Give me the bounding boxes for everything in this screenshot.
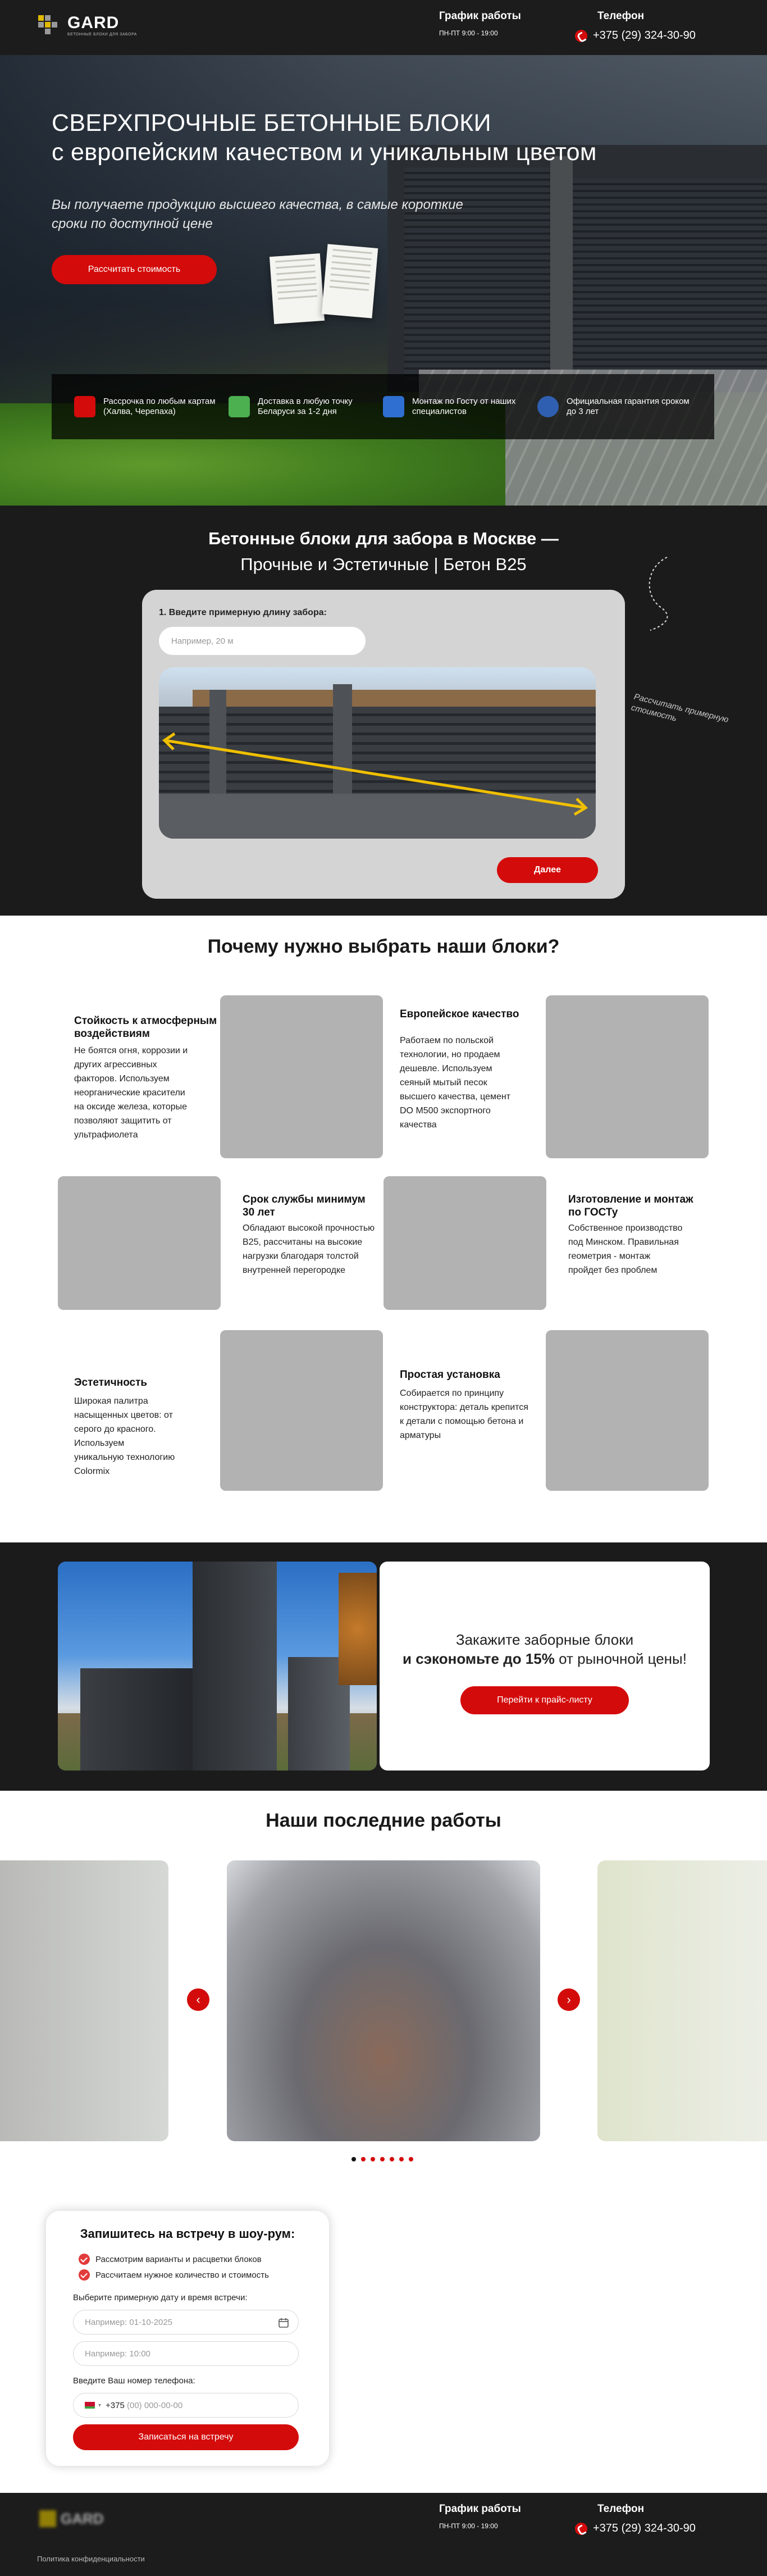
phone-placeholder: (00) 000-00-00 — [127, 2400, 183, 2410]
card-text: Собственное производство под Минском. Правильная геометрия - монтаж пройдет без проблем — [568, 1223, 683, 1275]
site-footer — [0, 2493, 767, 2576]
feature-delivery — [229, 396, 383, 417]
fence-photo-slats-2 — [573, 179, 767, 370]
feature-installments — [74, 396, 229, 417]
date-input[interactable] — [73, 2310, 299, 2334]
why-title: Почему нужно выбрать наши блоки? — [207, 936, 560, 957]
footer-phone-title: Телефон — [597, 2503, 645, 2515]
footer-schedule-hours: ПН-ПТ 9:00 - 19:00 — [439, 2522, 498, 2530]
phone-icon — [575, 30, 587, 42]
phone-code: +375 — [106, 2400, 125, 2410]
logo-subtitle: БЕТОННЫЕ БЛОКИ ДЛЯ ЗАБОРА — [67, 33, 137, 37]
works-title: Наши последние работы — [266, 1810, 501, 1831]
footer-schedule-title: График работы — [439, 2503, 521, 2515]
certificate-image-2 — [322, 244, 378, 318]
cta-section — [0, 1542, 767, 1791]
feature-text: Доставка в любую точку Беларуси за 1-2 дня — [258, 397, 353, 416]
check-icon — [79, 2269, 90, 2281]
header-schedule — [439, 10, 521, 37]
map-icon — [229, 396, 250, 417]
hero-title-line2: с европейским качеством и уникальным цветом — [52, 139, 597, 166]
phone-icon — [575, 2523, 587, 2535]
calculator-card — [142, 590, 625, 899]
feature-warranty — [537, 396, 692, 417]
card-text: Обладают высокой прочностью B25, рассчитаны на высокие нагрузки благодаря толстой внутренней перегородке — [243, 1223, 375, 1275]
calculator-title-light: Прочные и Эстетичные | Бетон B25 — [240, 554, 527, 574]
phone-title: Телефон — [597, 10, 645, 22]
slider-dot[interactable] — [361, 2157, 366, 2161]
site-header — [0, 0, 767, 55]
schedule-title: График работы — [439, 10, 521, 22]
cta-line2-rest: от рыночной цены! — [554, 1650, 687, 1667]
side-note: Рассчитать примерную стоимость — [630, 691, 730, 725]
feature-text: Рассрочка по любым картам (Халва, Черепаха) — [103, 397, 216, 416]
cta-discount: и сэкономьте до 15% — [403, 1650, 555, 1667]
length-input[interactable]: Например, 20 м — [159, 627, 366, 655]
header-phone — [575, 10, 696, 42]
card-image — [383, 1176, 546, 1310]
card-title: Стойкость к атмосферным воздействиям — [74, 1015, 217, 1040]
card-image — [220, 1330, 383, 1491]
cta-line1: Закажите заборные блоки — [455, 1631, 634, 1648]
footer-logo-mark-icon — [39, 2510, 56, 2527]
check-icon — [79, 2254, 90, 2265]
calendar-icon[interactable] — [278, 2317, 289, 2328]
card-title: Срок службы минимум 30 лет — [243, 1194, 366, 1218]
card-title: Европейское качество — [400, 1008, 519, 1020]
slider-next-button[interactable]: › — [558, 1988, 580, 2011]
features-bar — [52, 374, 714, 439]
fence-photo-pillar — [550, 156, 573, 392]
next-button[interactable]: Далее — [497, 857, 598, 883]
footer-phone — [575, 2503, 696, 2535]
phone-link[interactable]: +375 (29) 324-30-90 — [593, 29, 696, 42]
calculate-cost-button[interactable]: Рассчитать стоимость — [52, 255, 217, 284]
bricks-icon — [383, 396, 404, 417]
card-icon — [74, 396, 95, 417]
card-image — [58, 1176, 221, 1310]
badge-icon — [537, 396, 559, 417]
slider-prev-button[interactable]: ‹ — [187, 1988, 209, 2011]
flag-icon[interactable] — [85, 2402, 95, 2409]
book-meeting-button[interactable]: Записаться на встречу — [73, 2424, 299, 2450]
slider-dot[interactable] — [399, 2157, 404, 2161]
logo-text: GARD — [67, 13, 120, 32]
meeting-title: Запишитесь на встречу в шоу-рум: — [80, 2227, 295, 2241]
calculator-section — [0, 506, 767, 916]
logo[interactable] — [38, 15, 137, 37]
card-image — [220, 995, 383, 1158]
card-text: Не боятся огня, коррозии и других агрессивных факторов. Используем неорганические красители на оксиде железа, которые позволяют защитить от ультрафиолета — [74, 1046, 188, 1140]
hero-section — [0, 55, 767, 506]
meeting-bullet — [79, 2269, 269, 2281]
certificate-image — [270, 253, 325, 324]
phone-input[interactable] — [73, 2393, 299, 2418]
card-text: Широкая палитра насыщенных цветов: от серого до красного. Используем уникальную технологию Colormix — [74, 1396, 175, 1476]
slider-dot[interactable] — [390, 2157, 394, 2161]
meeting-form — [46, 2211, 329, 2466]
slider-dot[interactable] — [371, 2157, 375, 2161]
slider-dot[interactable] — [409, 2157, 413, 2161]
card-text: Собирается по принципу конструктора: деталь крепится к детали с помощью бетона и арматуры — [400, 1389, 528, 1440]
footer-logo[interactable] — [39, 2509, 129, 2529]
work-slide-active[interactable] — [227, 1860, 540, 2141]
meeting-section — [0, 2218, 767, 2493]
calculator-title-bold: Бетонные блоки для забора в Москве — — [208, 529, 559, 548]
slider-dot[interactable] — [380, 2157, 385, 2161]
fence-illustration — [159, 667, 596, 839]
curved-arrow-icon — [628, 552, 729, 636]
bullet-text: Рассмотрим варианты и расцветки блоков — [95, 2254, 262, 2264]
hero-subtitle: Вы получаете продукцию высшего качества, в самые короткие сроки по доступной цене — [52, 197, 463, 231]
cta-box — [380, 1562, 710, 1771]
schedule-hours: ПН-ПТ 9:00 - 19:00 — [439, 29, 498, 37]
date-placeholder: Например: 01-10-2025 — [85, 2317, 173, 2327]
length-arrow-icon — [159, 667, 596, 839]
card-image — [546, 995, 709, 1158]
card-title: Простая установка — [400, 1369, 500, 1381]
cta-line2 — [380, 1650, 710, 1668]
bullet-text: Рассчитаем нужное количество и стоимость — [95, 2270, 269, 2280]
feature-text: Официальная гарантия сроком до 3 лет — [567, 397, 690, 416]
hero-title — [52, 108, 597, 167]
work-slide-prev[interactable] — [0, 1860, 168, 2141]
footer-logo-text: GARD — [61, 2510, 104, 2527]
date-label: Выберите примерную дату и время встречи: — [73, 2293, 248, 2302]
work-slide-next[interactable] — [597, 1860, 767, 2141]
feature-install — [383, 396, 537, 417]
meeting-bullet — [79, 2254, 262, 2265]
slider-dots — [351, 2157, 413, 2161]
price-list-button[interactable]: Перейти к прайс-листу — [460, 1686, 629, 1714]
footer-schedule — [439, 2503, 521, 2530]
step-label: 1. Введите примерную длину забора: — [159, 608, 327, 617]
card-title: Изготовление и монтаж по ГОСТу — [568, 1194, 693, 1218]
card-title: Эстетичность — [74, 1377, 148, 1389]
time-input[interactable]: Например: 10:00 — [73, 2341, 299, 2366]
works-section — [0, 1791, 767, 2218]
chevron-down-icon[interactable]: ▾ — [98, 2402, 102, 2409]
blocks-photo — [58, 1562, 377, 1771]
footer-phone-link[interactable]: +375 (29) 324-30-90 — [593, 2522, 696, 2534]
hero-title-line1: СВЕРХПРОЧНЫЕ БЕТОННЫЕ БЛОКИ — [52, 110, 491, 136]
logo-mark-icon — [38, 15, 62, 37]
block-stack — [80, 1668, 193, 1771]
feature-text: Монтаж по Госту от наших специалистов — [412, 397, 516, 416]
privacy-link[interactable]: Политика конфиденциальности — [37, 2555, 145, 2563]
why-section — [0, 916, 767, 1542]
card-text: Работаем по польской технологии, но продаем дешевле. Используем сеяный мытый песок высшего качества, цемент DO M500 экспортного качества — [400, 1036, 511, 1130]
slider-dot[interactable] — [351, 2157, 356, 2161]
block-column — [193, 1562, 277, 1771]
tree-photo — [339, 1573, 377, 1685]
card-image — [546, 1330, 709, 1491]
phone-label: Введите Ваш номер телефона: — [73, 2376, 195, 2386]
